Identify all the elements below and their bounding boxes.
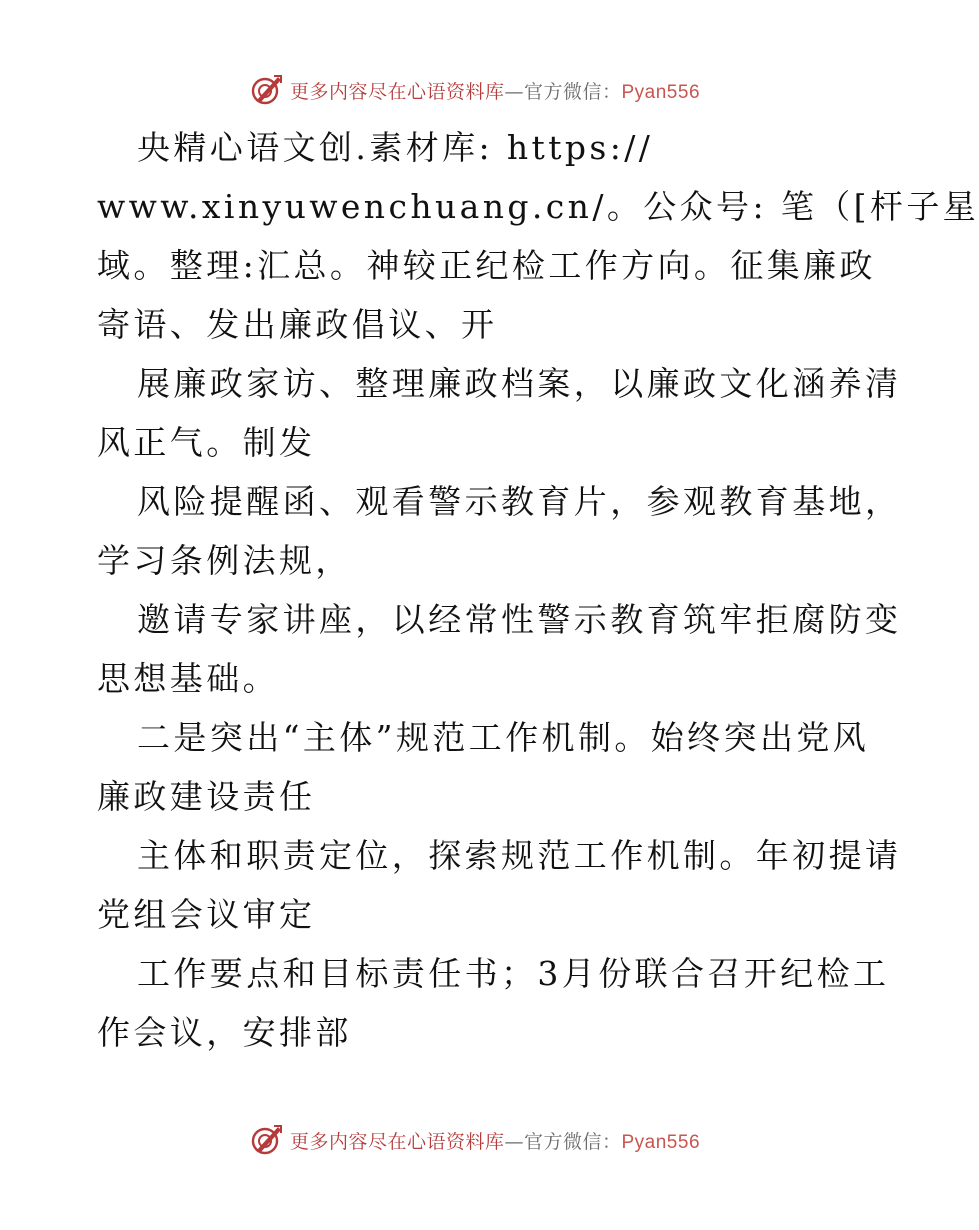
body-line: 风正气。制发: [97, 423, 316, 462]
body-line: 展廉政家访、整理廉政档案，以廉政文化涵养清: [137, 364, 902, 403]
body-line: 风险提醒函、观看警示教育片，参观教育基地，: [137, 482, 902, 521]
brand-logo-icon: [250, 73, 284, 107]
banner-separator: —: [504, 1130, 524, 1153]
banner-separator: —: [504, 80, 524, 103]
body-line: www.xinyuwenchuang.cn/。公众号: 笔（[杆子星: [97, 187, 979, 226]
banner-main-text: 更多内容尽在心语资料库: [289, 80, 505, 103]
footer-banner: [0, 1120, 950, 1160]
brand-logo-icon: [250, 1123, 284, 1157]
banner-wechat-label: 官方微信：: [523, 80, 622, 103]
body-line: 央精心语文创.素材库: https://: [137, 128, 654, 167]
body-line: 寄语、发出廉政倡议、开: [97, 305, 498, 344]
body-line: 二是突出“主体”规范工作机制。始终突出党风: [137, 718, 870, 757]
body-line: 域。整理:汇总。神较正纪检工作方向。征集廉政: [97, 246, 876, 285]
body-line: 学习条例法规，: [97, 541, 352, 580]
banner-wechat-label: 官方微信：: [523, 1130, 622, 1153]
banner-text: [290, 1127, 700, 1154]
body-line: 作会议，安排部: [97, 1013, 352, 1052]
body-line: 工作要点和目标责任书；3月份联合召开纪检工: [137, 954, 890, 993]
banner-wechat-id: Pyan556: [621, 81, 701, 103]
banner-main-text: 更多内容尽在心语资料库: [289, 1130, 505, 1153]
body-line: 廉政建设责任: [97, 777, 316, 816]
header-banner: [0, 70, 950, 110]
body-line: 主体和职责定位，探索规范工作机制。年初提请: [137, 836, 902, 875]
body-line: 思想基础。: [97, 659, 279, 698]
body-line: 党组会议审定: [97, 895, 316, 934]
banner-wechat-id: Pyan556: [621, 1131, 701, 1153]
body-line: 邀请专家讲座，以经常性警示教育筑牢拒腐防变: [137, 600, 902, 639]
banner-text: [290, 77, 700, 104]
document-body: [97, 118, 979, 1062]
